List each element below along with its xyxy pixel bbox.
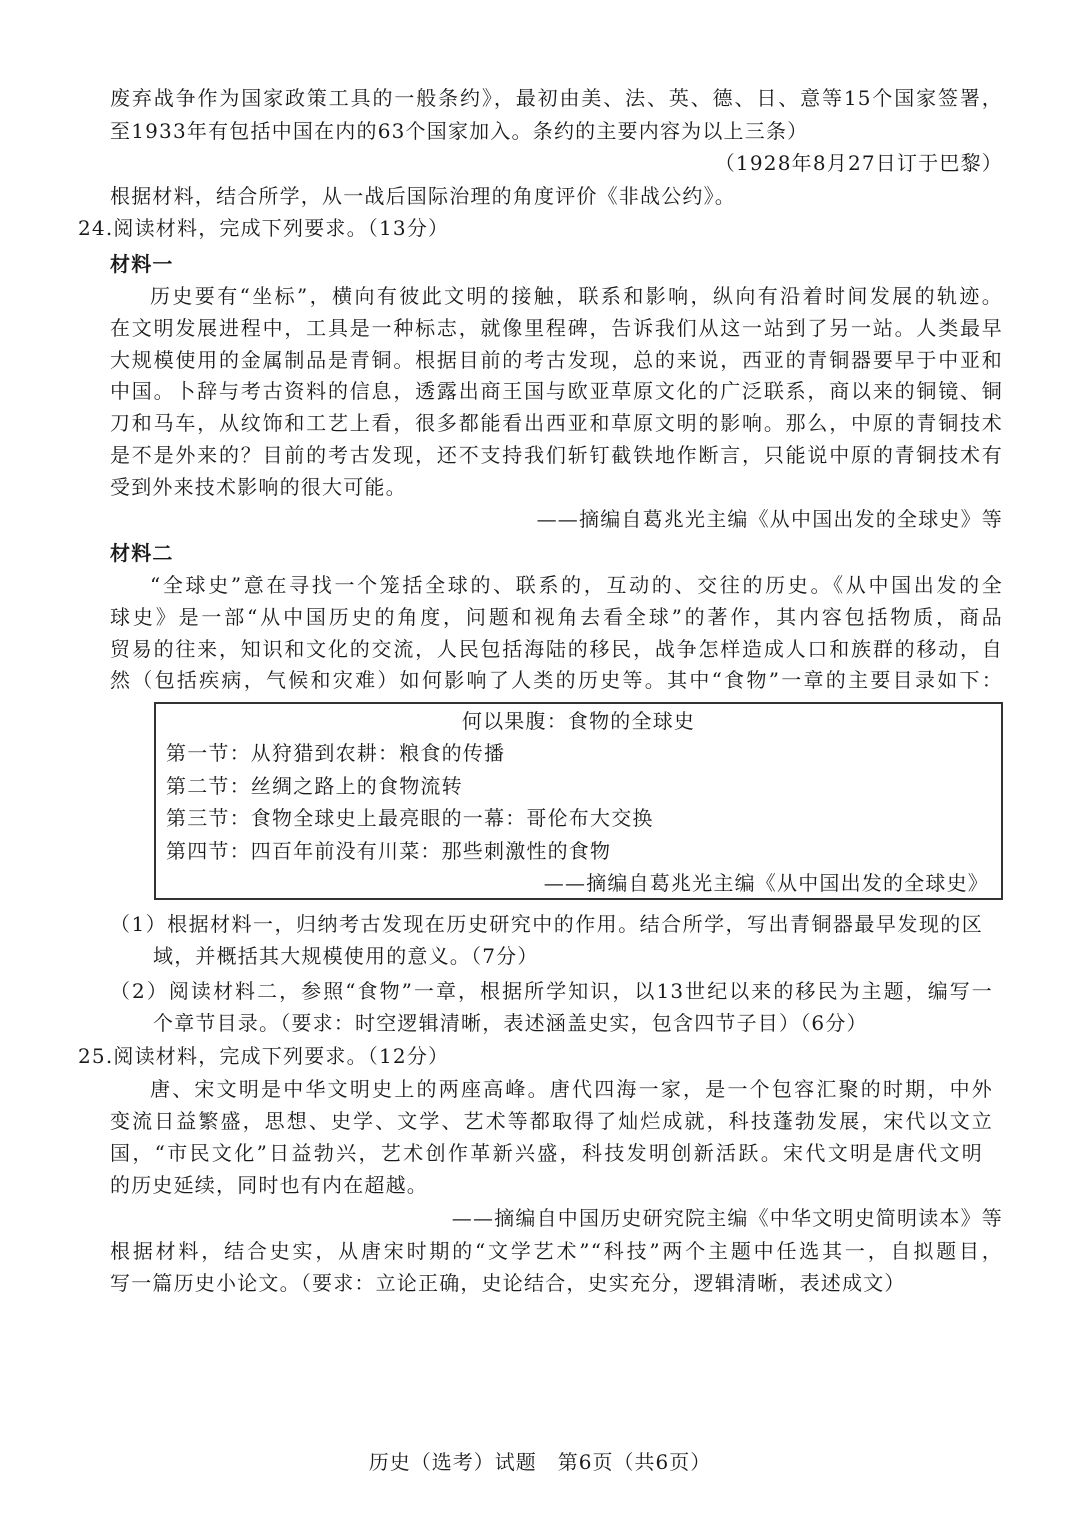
q25-source: ——摘编自中国历史研究院主编《中华文明史简明读本》等: [451, 1206, 1003, 1230]
material2-line: “全球史”意在寻找一个笼括全球的、联系的，互动的、交往的历史。《从中国出发的全: [150, 573, 1003, 597]
q23-text-line: 废弃战争作为国家政策工具的一般条约》，最初由美、法、英、德、日、意等15个国家签署，: [110, 86, 1003, 110]
contents-box-title: 何以果腹：食物的全球史: [461, 709, 696, 733]
material1-line: 大规模使用的金属制品是青铜。根据目前的考古发现，总的来说，西亚的青铜器要早于中亚和: [110, 348, 1003, 372]
material1-line: 中国。卜辞与考古资料的信息，透露出商王国与欧亚草原文化的广泛联系，商以来的铜镜、铜: [110, 379, 1003, 403]
q24-sub1-line: （1）根据材料一，归纳考古发现在历史研究中的作用。结合所学，写出青铜器最早发现的区: [110, 912, 983, 936]
material2-line: 然（包括疾病，气候和灾难）如何影响了人类的历史等。其中“食物”一章的主要目录如下：: [110, 668, 1003, 692]
q24-sub2-line: （2）阅读材料二，参照“食物”一章，根据所学知识，以13世纪以来的移民为主题，编写一: [110, 979, 993, 1003]
material1-line: 刀和马车，从纹饰和工艺上看，很多都能看出西亚和草原文明的影响。那么，中原的青铜技术: [110, 411, 1003, 435]
q25-line: 国，“市民文化”日益勃兴，艺术创作革新兴盛，科技发明创新活跃。宋代文明是唐代文明: [110, 1141, 983, 1165]
contents-section: 第四节：四百年前没有川菜：那些刺激性的食物: [166, 839, 612, 863]
q24-sub1-line: 域，并概括其大规模使用的意义。（7分）: [153, 944, 539, 968]
q24-sub2-line: 个章节目录。（要求：时空逻辑清晰，表述涵盖史实，包含四节子目）（6分）: [153, 1011, 868, 1035]
material2-title: 材料二: [110, 541, 174, 565]
material1-source: ——摘编自葛兆光主编《从中国出发的全球史》等: [536, 507, 1003, 531]
q25-question-line: 根据材料，结合史实，从唐宋时期的“文学艺术”“科技”两个主题中任选其一，自拟题目，: [110, 1239, 1003, 1263]
material1-title: 材料一: [110, 252, 174, 276]
contents-box-source: ——摘编自葛兆光主编《从中国出发的全球史》: [543, 871, 989, 895]
contents-section: 第二节：丝绸之路上的食物流转: [166, 774, 463, 798]
contents-section: 第一节：从狩猎到农耕：粮食的传播: [166, 741, 506, 765]
q23-question: 根据材料，结合所学，从一战后国际治理的角度评价《非战公约》。: [110, 184, 736, 208]
q23-text-line: 至1933年有包括中国在内的63个国家加入。条约的主要内容为以上三条）: [110, 119, 809, 143]
q25-line: 唐、宋文明是中华文明史上的两座高峰。唐代四海一家，是一个包容汇聚的时期，中外: [150, 1077, 993, 1101]
material1-line: 在文明发展进程中，工具是一种标志，就像里程碑，告诉我们从这一站到了另一站。人类最早: [110, 316, 1003, 340]
q25-question-line: 写一篇历史小论文。（要求：立论正确，史论结合，史实充分，逻辑清晰，表述成文）: [110, 1271, 906, 1295]
q25-heading: 25.阅读材料，完成下列要求。（12分）: [78, 1044, 450, 1068]
page-footer: 历史（选考）试题 第6页（共6页）: [368, 1450, 712, 1474]
contents-box: [154, 702, 1003, 900]
material2-line: 球史》是一部“从中国历史的角度，问题和视角去看全球”的著作，其内容包括物质，商品: [110, 605, 1003, 629]
contents-section: 第三节：食物全球史上最亮眼的一幕：哥伦布大交换: [166, 806, 654, 830]
material2-line: 贸易的往来，知识和文化的交流，人民包括海陆的移民，战争怎样造成人口和族群的移动，自: [110, 637, 1003, 661]
material1-line: 历史要有“坐标”，横向有彼此文明的接触，联系和影响，纵向有沿着时间发展的轨迹。: [150, 284, 1003, 308]
material1-line: 是不是外来的？目前的考古发现，还不支持我们斩钉截铁地作断言，只能说中原的青铜技术有: [110, 443, 1003, 467]
q25-line: 的历史延续，同时也有内在超越。: [110, 1173, 428, 1197]
q25-line: 变流日益繁盛，思想、史学、文学、艺术等都取得了灿烂成就，科技蓬勃发展，宋代以文立: [110, 1109, 993, 1133]
material1-line: 受到外来技术影响的很大可能。: [110, 475, 407, 499]
q23-date: （1928年8月27日订于巴黎）: [714, 151, 1003, 175]
q24-heading: 24.阅读材料，完成下列要求。（13分）: [78, 216, 450, 240]
